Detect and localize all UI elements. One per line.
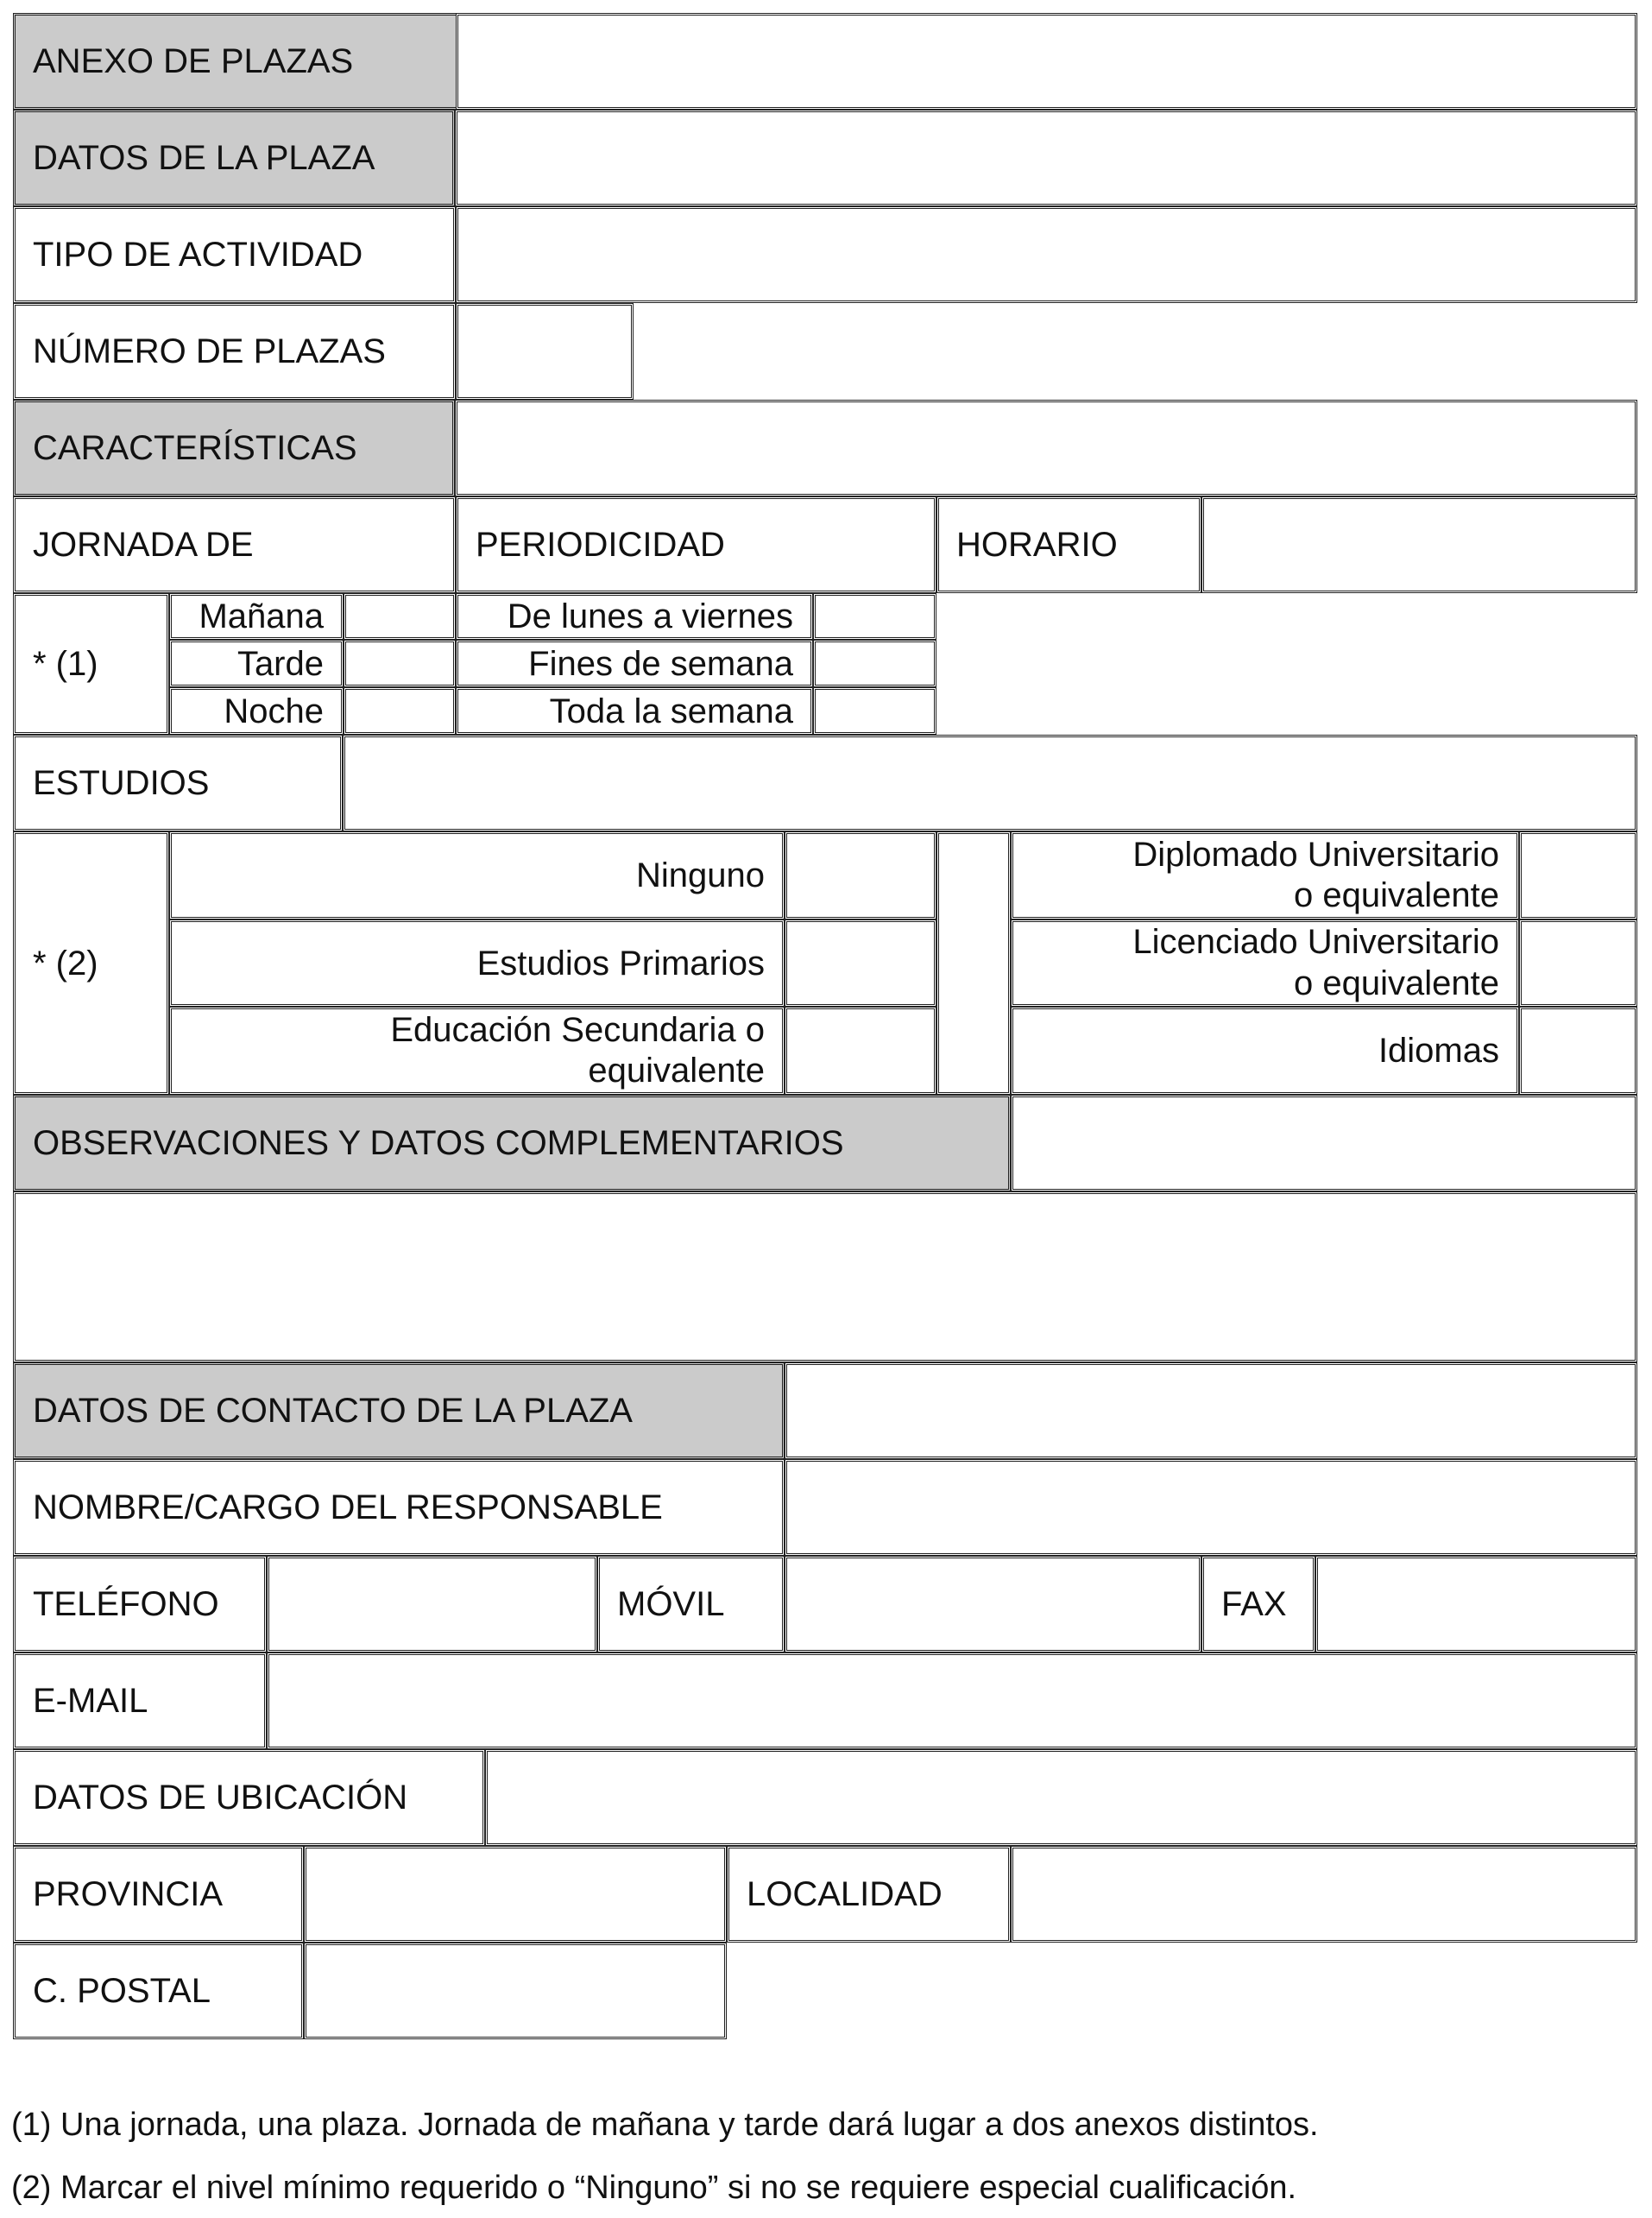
observaciones-header-field[interactable] xyxy=(1011,1095,1637,1191)
estudios-checkbox-licenciado[interactable] xyxy=(1519,919,1637,1007)
ref-2-label xyxy=(13,831,169,1095)
estudios-option-licenciado-line2: o equivalente xyxy=(1294,964,1499,1002)
estudios-option-ninguno-text: Ninguno xyxy=(635,856,765,894)
periodicidad-checkbox-toda-semana[interactable] xyxy=(813,687,936,735)
footnote-1: (1) Una jornada, una plaza. Jornada de mañana y tarde dará lugar a dos anexos distintos. xyxy=(11,2107,1319,2143)
numero-plazas-field[interactable] xyxy=(456,303,634,400)
contacto-field[interactable] xyxy=(785,1362,1637,1459)
ref-1-label xyxy=(13,593,169,735)
estudios-checkbox-diplomado[interactable] xyxy=(1519,831,1637,919)
tipo-actividad-label xyxy=(13,206,456,303)
caracteristicas-field[interactable] xyxy=(455,400,1637,496)
cpostal-field[interactable] xyxy=(304,1943,727,2039)
estudios-option-primarios-text: Estudios Primarios xyxy=(476,944,765,983)
datos-plaza-label xyxy=(13,110,455,206)
horario-field[interactable] xyxy=(1201,496,1637,593)
cpostal-text: C. POSTAL xyxy=(33,1972,211,2010)
periodicidad-option-fines-semana-text: Fines de semana xyxy=(528,644,793,683)
ubicacion-label xyxy=(13,1749,485,1846)
jornada-de-label xyxy=(13,496,456,593)
localidad-label xyxy=(727,1846,1011,1943)
ubicacion-text: DATOS DE UBICACIÓN xyxy=(33,1779,408,1817)
email-text: E-MAIL xyxy=(33,1682,148,1720)
telefono-label xyxy=(13,1556,267,1652)
email-label xyxy=(13,1652,267,1749)
estudios-checkbox-idiomas[interactable] xyxy=(1519,1007,1637,1095)
movil-label xyxy=(597,1556,785,1652)
anexo-plazas-field[interactable] xyxy=(456,13,1637,110)
periodicidad-checkbox-fines-semana[interactable] xyxy=(813,640,936,687)
caracteristicas-label xyxy=(13,400,455,496)
cpostal-label xyxy=(13,1943,304,2039)
periodicidad-option-lunes-viernes-text: De lunes a viernes xyxy=(507,597,793,635)
ref-2-text: * (2) xyxy=(33,944,98,983)
footnote-2: (2) Marcar el nivel mínimo requerido o “Ninguno” si no se requiere especial cualificación. xyxy=(11,2170,1297,2206)
estudios-checkbox-primarios[interactable] xyxy=(785,919,936,1007)
estudios-text: ESTUDIOS xyxy=(33,764,210,802)
observaciones-text: OBSERVACIONES Y DATOS COMPLEMENTARIOS xyxy=(33,1124,844,1162)
telefono-field[interactable] xyxy=(267,1556,597,1652)
periodicidad-option-toda-semana-text: Toda la semana xyxy=(549,692,793,730)
datos-plaza-text: DATOS DE LA PLAZA xyxy=(33,139,375,177)
numero-plazas-label xyxy=(13,303,456,400)
estudios-checkbox-secundaria[interactable] xyxy=(785,1007,936,1095)
estudios-checkbox-ninguno[interactable] xyxy=(785,831,936,919)
estudios-option-ninguno xyxy=(169,831,785,919)
responsable-label xyxy=(13,1459,785,1556)
caracteristicas-text: CARACTERÍSTICAS xyxy=(33,429,357,467)
movil-text: MÓVIL xyxy=(617,1585,725,1623)
jornada-checkbox-noche[interactable] xyxy=(344,687,456,735)
observaciones-textarea[interactable] xyxy=(13,1191,1637,1362)
ubicacion-field[interactable] xyxy=(485,1749,1637,1846)
estudios-option-secundaria xyxy=(169,1007,785,1095)
anexo-plazas-text: ANEXO DE PLAZAS xyxy=(33,42,354,80)
anexo-plazas-label xyxy=(13,13,458,110)
estudios-spacer xyxy=(936,831,1011,1095)
localidad-text: LOCALIDAD xyxy=(747,1875,943,1913)
datos-plaza-field[interactable] xyxy=(455,110,1637,206)
estudios-option-licenciado-line1: Licenciado Universitario xyxy=(1132,923,1499,962)
estudios-field[interactable] xyxy=(343,735,1637,831)
jornada-option-manana-text: Mañana xyxy=(199,597,324,635)
fax-label xyxy=(1201,1556,1315,1652)
contacto-text: DATOS DE CONTACTO DE LA PLAZA xyxy=(33,1392,633,1430)
estudios-label xyxy=(13,735,343,831)
jornada-option-noche xyxy=(169,687,344,735)
email-field[interactable] xyxy=(267,1652,1637,1749)
numero-plazas-text: NÚMERO DE PLAZAS xyxy=(33,332,386,370)
responsable-field[interactable] xyxy=(785,1459,1637,1556)
periodicidad-text: PERIODICIDAD xyxy=(476,526,725,564)
tipo-actividad-field[interactable] xyxy=(456,206,1637,303)
fax-text: FAX xyxy=(1221,1585,1287,1623)
tipo-actividad-text: TIPO DE ACTIVIDAD xyxy=(33,236,363,274)
periodicidad-option-fines-semana xyxy=(456,640,813,687)
movil-field[interactable] xyxy=(785,1556,1201,1652)
estudios-option-diplomado xyxy=(1011,831,1519,919)
jornada-de-text: JORNADA DE xyxy=(33,526,254,564)
jornada-option-tarde xyxy=(169,640,344,687)
estudios-option-secundaria-line1: Educación Secundaria o xyxy=(390,1010,765,1049)
jornada-checkbox-tarde[interactable] xyxy=(344,640,456,687)
estudios-option-primarios xyxy=(169,919,785,1007)
periodicidad-option-toda-semana xyxy=(456,687,813,735)
periodicidad-label xyxy=(456,496,936,593)
localidad-field[interactable] xyxy=(1011,1846,1637,1943)
periodicidad-option-lunes-viernes xyxy=(456,593,813,640)
telefono-text: TELÉFONO xyxy=(33,1585,219,1623)
estudios-option-diplomado-line2: o equivalente xyxy=(1294,876,1499,914)
estudios-option-idiomas-text: Idiomas xyxy=(1378,1032,1499,1070)
jornada-option-manana xyxy=(169,593,344,640)
estudios-option-idiomas xyxy=(1011,1007,1519,1095)
jornada-option-tarde-text: Tarde xyxy=(236,644,324,683)
contacto-label xyxy=(13,1362,785,1459)
horario-label xyxy=(936,496,1201,593)
provincia-field[interactable] xyxy=(304,1846,727,1943)
estudios-option-diplomado-line1: Diplomado Universitario xyxy=(1132,835,1499,874)
jornada-checkbox-manana[interactable] xyxy=(344,593,456,640)
estudios-option-secundaria-line2: equivalente xyxy=(588,1052,765,1090)
horario-text: HORARIO xyxy=(956,526,1118,564)
provincia-label xyxy=(13,1846,304,1943)
ref-1-text: * (1) xyxy=(33,645,98,683)
jornada-option-noche-text: Noche xyxy=(224,692,324,730)
responsable-text: NOMBRE/CARGO DEL RESPONSABLE xyxy=(33,1488,663,1526)
estudios-option-licenciado xyxy=(1011,919,1519,1007)
fax-field[interactable] xyxy=(1315,1556,1637,1652)
periodicidad-checkbox-lunes-viernes[interactable] xyxy=(813,593,936,640)
observaciones-label xyxy=(13,1095,1011,1191)
provincia-text: PROVINCIA xyxy=(33,1875,224,1913)
